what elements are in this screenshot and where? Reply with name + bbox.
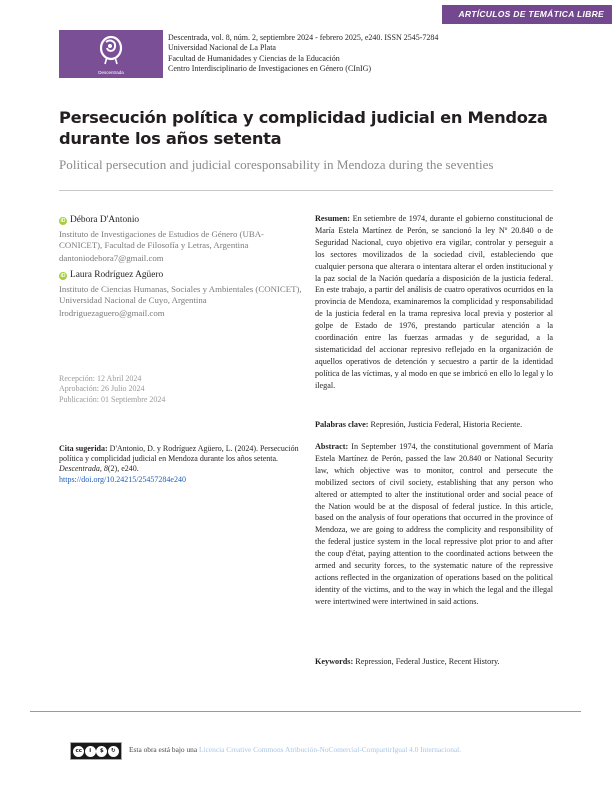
citation-issue: (2), e240.	[107, 464, 139, 474]
author-2	[59, 270, 303, 319]
author-email[interactable]: lrodriguezaguero@gmail.com	[59, 308, 165, 318]
article-subtitle: Political persecution and judicial coresponsability in Mendoza during the seventies	[59, 157, 494, 172]
author-name: Laura Rodríguez Agüero	[70, 270, 164, 280]
license-prefix: Esta obra está bajo una	[129, 745, 198, 754]
abstract-es	[315, 213, 553, 401]
orcid-icon[interactable]: iD	[60, 217, 66, 224]
cc-by-nc-sa-badge[interactable]	[70, 742, 122, 760]
keywords-en	[315, 656, 553, 668]
article-dates	[59, 374, 165, 405]
abstract-en	[315, 441, 553, 625]
citation-doi-link[interactable]: https://doi.org/10.24215/25457284e240	[59, 474, 186, 484]
sa-icon: ↻	[108, 746, 119, 757]
license-link[interactable]: Licencia Creative Commons Atribución-NoComercial-CompartirIgual 4.0 Internacional.	[199, 745, 462, 754]
authors-block	[59, 215, 303, 319]
published-date: Publicación: 01 Septiembre 2024	[59, 394, 166, 404]
citation-text: D'Antonio, D. y Rodríguez Agüero, L. (2024). Persecución política y complicidad judicial en Mendoza durante los años setenta.	[59, 444, 299, 464]
keywords-en-label: Keywords:	[315, 657, 354, 666]
section-tag: ARTÍCULOS DE TEMÁTICA LIBRE	[442, 5, 612, 24]
journal-center-line: Centro Interdisciplinario de Investigaciones en Género (CInIG)	[168, 64, 372, 74]
abstract-en-text: In September 1974, the constitutional government of María Estela Martínez de Perón, passed the law 20.840 or National Security law, which objective was to monitor, control and persecute the mobilized sectors of civil society, establishing that any person who altered or attempted to alter the institutional order and social peace of the Nation would be at the disposal of federal justice. In this article, based on the analysis of four operations that occurred in the province of Mendoza, we are going to address the complicity and responsibility of the federal justice system in the local repressive plot prior to and after the coup d'état, paying attention to the coordinated actions between the armed and security forces, to the systematic nature of the repressive actions reflected in the organization of operations based on the political identity of the victims, and to the way in which the legal and the illegal were intertwined were intertwined in said actions.	[315, 442, 553, 606]
author-affiliation: Instituto de Ciencias Humanas, Sociales y Ambientales (CONICET), Universidad Nacional de Cuyo, Argentina	[59, 284, 302, 305]
author-name: Débora D'Antonio	[70, 215, 140, 225]
journal-logo	[59, 30, 163, 78]
license-footer	[129, 745, 461, 754]
citation-journal: Descentrada, 8	[59, 464, 108, 474]
by-icon: i	[85, 746, 96, 757]
abstract-es-text: En setiembre de 1974, durante el gobierno constitucional de María Estela Martínez de Perón, se sancionó la ley Nº 20.840 o de Seguridad Nacional, cuyo objetivo era vigilar, controlar y perseguir a los sectores movilizados de la sociedad civil, estableciendo que cualquier persona que alterara o intentara alterar el orden institucional y la paz social de la Nación quedaría a disposición de la justicia federal. En este trabajo, a partir del análisis de cuatro operativos ocurridos en la provincia de Mendoza, examinaremos la complicidad y responsabilidad de la justicia federal en la trama represiva local previa y posterior al golpe de Estado de 1976, prestando particular atención a la coordinación entre las fuerzas armadas y de seguridad, a la sistematicidad del accionar represivo reflejado en la organización de aquellos operativos de detención y secuestro a partir de la identidad política de las víctimas, y al modo en que se imbricó en ello lo legal y lo ilegal.	[315, 214, 553, 390]
citation-label: Cita sugerida:	[59, 444, 108, 453]
author-1	[59, 215, 303, 264]
keywords-en-text: Repression, Federal Justice, Recent History.	[355, 657, 500, 666]
author-affiliation: Instituto de Investigaciones de Estudios de Género (UBA-CONICET), Facultad de Filosofía y Letras, Argentina	[59, 229, 264, 250]
received-date: Recepción: 12 Abril 2024	[59, 374, 142, 383]
footer-divider	[30, 711, 581, 712]
abstract-en-label: Abstract:	[315, 442, 349, 451]
nc-icon: $	[96, 746, 107, 757]
orcid-icon[interactable]: iD	[60, 272, 66, 279]
abstracts-column	[315, 213, 553, 666]
journal-logo-icon	[94, 33, 128, 67]
journal-header-info	[168, 33, 438, 75]
approved-date: Aprobación: 26 Julio 2024	[59, 384, 145, 394]
journal-logo-text: Descentrada	[98, 70, 124, 75]
cc-icon: cc	[73, 746, 84, 757]
suggested-citation	[59, 444, 303, 485]
article-title: Persecución política y complicidad judicial en Mendoza durante los años setenta	[59, 108, 548, 148]
keywords-es	[315, 419, 553, 431]
author-email[interactable]: dantoniodebora7@gmail.com	[59, 253, 164, 263]
keywords-es-text: Represión, Justicia Federal, Historia Reciente.	[370, 420, 523, 429]
title-divider	[59, 190, 553, 191]
abstract-es-label: Resumen:	[315, 214, 351, 223]
keywords-es-label: Palabras clave:	[315, 420, 369, 429]
journal-faculty-line: Facultad de Humanidades y Ciencias de la Educación	[168, 53, 340, 63]
journal-issue-line: Descentrada, vol. 8, núm. 2, septiembre 2024 - febrero 2025, e240. ISSN 2545-7284	[168, 33, 439, 42]
journal-university-line: Universidad Nacional de La Plata	[168, 43, 276, 53]
